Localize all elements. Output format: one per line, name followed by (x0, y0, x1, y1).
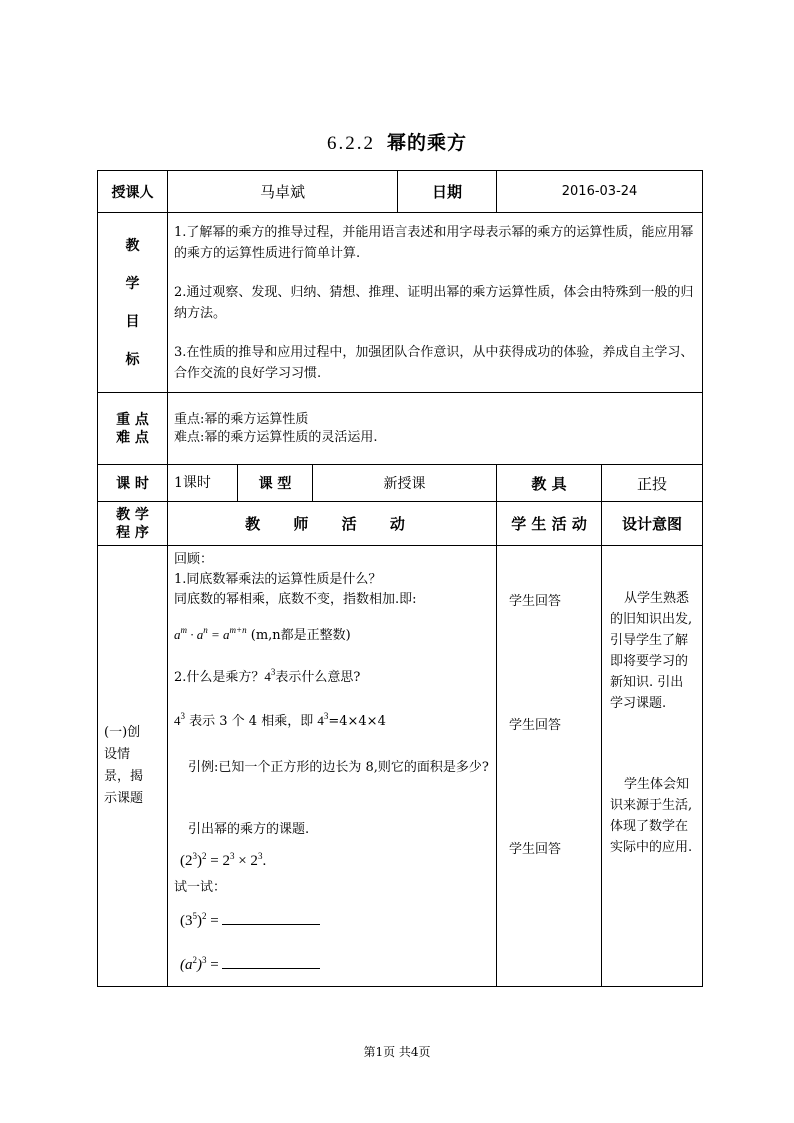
goal-item: 3.在性质的推导和应用过程中，加强团队合作意识，从中获得成功的体验，养成自主学习、合作交流的良好学习习惯. (174, 344, 694, 381)
key-points-row (98, 393, 703, 465)
period-value: 1课时 (168, 465, 238, 502)
period-label: 课 时 (98, 465, 168, 502)
student-activity-content (497, 546, 602, 987)
teacher-label: 授课人 (98, 171, 168, 213)
date-label: 日期 (398, 171, 497, 213)
info-row (98, 465, 703, 502)
formula-product-rule: $a^m \cdot a^n = a^{m+n}$ (m,n都是正整数) (174, 625, 351, 643)
key-focus: 重点:幂的乘方运算性质 (174, 411, 309, 427)
page-footer: 第1页 共4页 (363, 1045, 431, 1059)
exercise-2: $(a^2)^3$ = (180, 950, 320, 975)
lesson-plan-table (97, 170, 703, 987)
key-points-label: 重 点 难 点 (98, 393, 168, 465)
columns-row (98, 502, 703, 546)
example-question: 引例:已知一个正方形的边长为 8,则它的面积是多少? (188, 760, 489, 775)
try-heading: 试一试： (174, 880, 227, 895)
section-label: (一)创 设情 景，揭 示课题 (98, 546, 168, 987)
answer-1: 同底数的幂相乘，底数不变，指数相加.即: (174, 592, 417, 607)
title-text: 幂的乘方 (386, 132, 467, 154)
design-intent-1: 从学生熟悉的旧知识出发,引导学生了解即将要学习的新知识. 引出学习课题. (610, 591, 693, 711)
question-2: 2.什么是乘方？$4^3$表示什么意思? (174, 667, 361, 685)
goals-content (168, 213, 703, 393)
design-intent-content (602, 546, 703, 987)
tools-label: 教 具 (497, 465, 602, 502)
answer-2: $4^3$ 表示 3 个 4 相乘，即 $4^3=4\times 4\times 4$ (174, 711, 386, 729)
formula-power-example: $(2^3)^2 = 2^3 \times 2^3$. (180, 851, 267, 869)
goals-label: 教 学 目 标 (98, 213, 168, 393)
tools-value: 正投 (602, 465, 703, 502)
header-row (98, 171, 703, 213)
lead-topic: 引出幂的乘方的课题. (188, 822, 310, 837)
type-label: 课 型 (238, 465, 313, 502)
student-response: 学生回答 (509, 594, 562, 609)
procedure-label: 教 学 程 序 (98, 502, 168, 546)
exercise-2-blank[interactable] (222, 956, 320, 969)
student-response: 学生回答 (509, 718, 562, 733)
goal-item: 2.通过观察、发现、归纳、猜想、推理、证明出幂的乘方运算性质，体会由特殊到一般的归纳方法。 (174, 284, 694, 321)
page-title (0, 128, 794, 155)
question-1: 1.同底数幂乘法的运算性质是什么？ (174, 572, 382, 587)
design-intent-2: 学生体会知识来源于生活,体现了数学在实际中的应用. (610, 777, 693, 855)
review-heading: 回顾： (174, 552, 214, 567)
key-points-content (168, 393, 703, 465)
student-activity-header: 学 生 活 动 (497, 502, 602, 546)
formula-note: (m,n都是正整数) (250, 628, 351, 643)
key-difficulty: 难点:幂的乘方运算性质的灵活运用. (174, 429, 378, 445)
exercise-1: $(3^5)^2$ = (180, 906, 320, 931)
title-number: 6.2.2 (326, 133, 375, 154)
teacher-activity-header: 教 师 活 动 (168, 502, 497, 546)
goal-item: 1.了解幂的乘方的推导过程，并能用语言表述和用字母表示幂的乘方的运算性质，能应用幂的乘方的运算性质进行简单计算. (174, 224, 694, 261)
teacher-activity-content (168, 546, 497, 987)
exercise-1-blank[interactable] (222, 912, 320, 925)
design-intent-header: 设计意图 (602, 502, 703, 546)
goals-row (98, 213, 703, 393)
student-response: 学生回答 (509, 842, 562, 857)
teacher-name: 马卓斌 (168, 171, 398, 213)
type-value: 新授课 (313, 465, 497, 502)
date-value: 2016-03-24 (497, 171, 703, 213)
section-row (98, 546, 703, 987)
